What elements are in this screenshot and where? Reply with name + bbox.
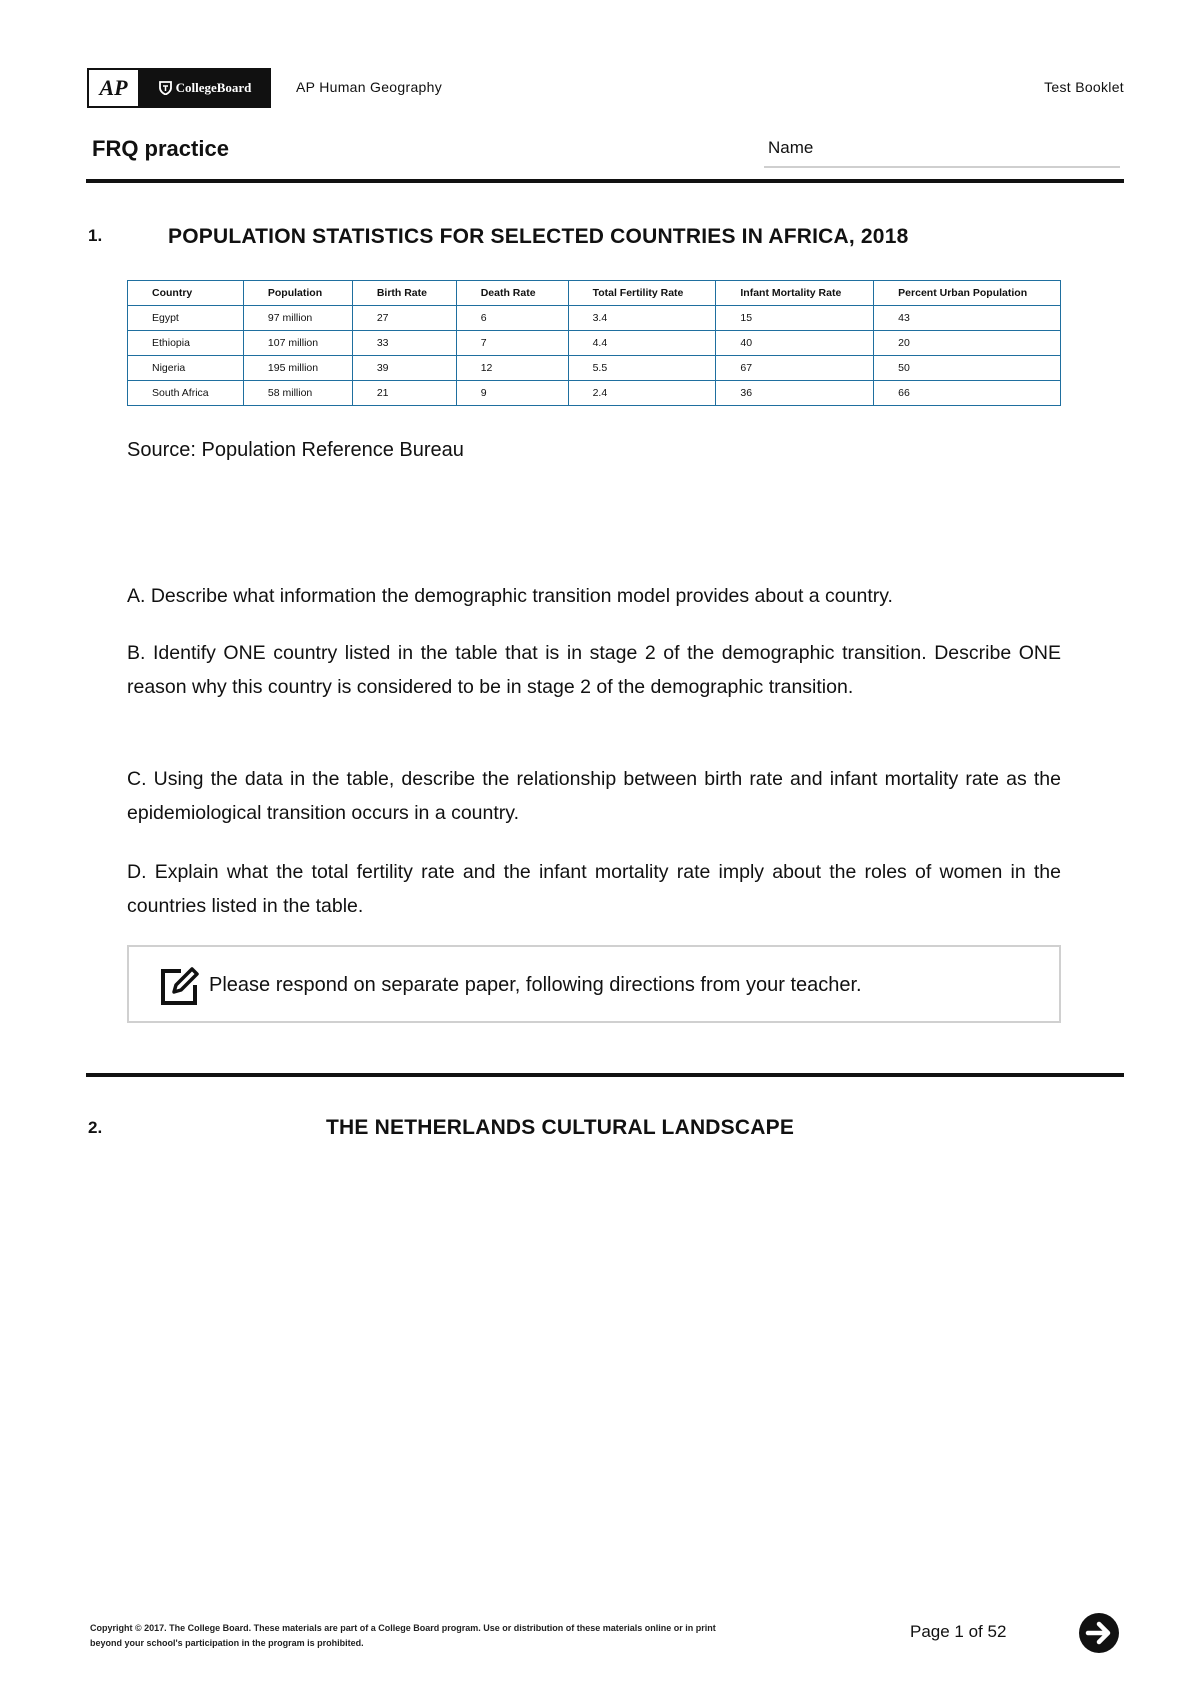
table-cell: 97 million [243,306,352,331]
table-header-cell: Percent Urban Population [874,281,1061,306]
question-2-number: 2. [88,1118,103,1137]
table-cell: 58 million [243,381,352,406]
table-cell: 43 [874,306,1061,331]
table-header-cell: Country [128,281,244,306]
acorn-shield-icon [159,81,172,95]
page-number: Page 1 of 52 [910,1622,1007,1641]
table-cell: 12 [456,356,568,381]
table-cell: 6 [456,306,568,331]
question-2-title: THE NETHERLANDS CULTURAL LANDSCAPE [326,1116,795,1139]
respond-instruction-box [127,945,1061,1023]
table-header-cell: Birth Rate [352,281,456,306]
question-part-b: B. Identify ONE country listed in the table that is in stage 2 of the demographic transition. Describe ONE reason why this country is considered to be in stage 2 of the demographic transition. [127,642,1061,698]
header-divider [86,179,1124,183]
ap-collegeboard-logo [87,68,271,108]
table-cell: 36 [716,381,874,406]
table-cell: 9 [456,381,568,406]
ap-logo-text: AP [89,70,141,106]
table-cell: 4.4 [568,331,716,356]
table-cell: 195 million [243,356,352,381]
page-title: FRQ practice [92,136,229,161]
table-cell: 107 million [243,331,352,356]
table-cell: 3.4 [568,306,716,331]
next-arrow-icon[interactable] [1078,1612,1120,1654]
table-cell: 27 [352,306,456,331]
table-header-cell: Total Fertility Rate [568,281,716,306]
question-part-c: C. Using the data in the table, describe the relationship between birth rate and infant mortality rate as the epidemiological transition occurs in a country. [127,768,1061,824]
subject-label: AP Human Geography [296,79,443,95]
table-cell: 40 [716,331,874,356]
population-table [127,280,1061,406]
copyright-notice [90,1621,810,1651]
table-row [128,356,1061,381]
respond-instruction-text: Please respond on separate paper, following directions from your teacher. [209,974,862,996]
table-header-cell: Death Rate [456,281,568,306]
table-row [128,331,1061,356]
table-cell: Nigeria [128,356,244,381]
table-cell: 21 [352,381,456,406]
name-label: Name [768,138,814,157]
table-cell: 39 [352,356,456,381]
question-part-d: D. Explain what the total fertility rate and the infant mortality rate imply about the roles of women in the countries listed in the table. [127,861,1061,917]
question-1-title: POPULATION STATISTICS FOR SELECTED COUNTRIES IN AFRICA, 2018 [168,225,909,248]
table-cell: 50 [874,356,1061,381]
table-source: Source: Population Reference Bureau [127,439,464,461]
table-cell: 7 [456,331,568,356]
copyright-line: Copyright © 2017. The College Board. These materials are part of a College Board program. Use or distribution of these materials online or in print [90,1623,716,1633]
table-cell: 5.5 [568,356,716,381]
table-cell: Ethiopia [128,331,244,356]
table-cell: 2.4 [568,381,716,406]
table-header-cell: Population [243,281,352,306]
table-cell: Egypt [128,306,244,331]
table-row [128,306,1061,331]
collegeboard-logo [141,70,269,106]
table-cell: 66 [874,381,1061,406]
table-cell: South Africa [128,381,244,406]
table-cell: 67 [716,356,874,381]
question-divider [86,1073,1124,1077]
table-cell: 15 [716,306,874,331]
table-cell: 33 [352,331,456,356]
collegeboard-logo-text: CollegeBoard [175,80,252,95]
edit-icon [159,967,199,1007]
table-row [128,381,1061,406]
copyright-line: beyond your school's participation in the program is prohibited. [90,1638,364,1648]
booklet-label: Test Booklet [1044,79,1124,95]
question-part-a: A. Describe what information the demographic transition model provides about a country. [127,585,893,607]
table-header-row [128,281,1061,306]
name-field-line [764,166,1120,168]
question-1-number: 1. [88,226,103,245]
table-cell: 20 [874,331,1061,356]
table-header-cell: Infant Mortality Rate [716,281,874,306]
